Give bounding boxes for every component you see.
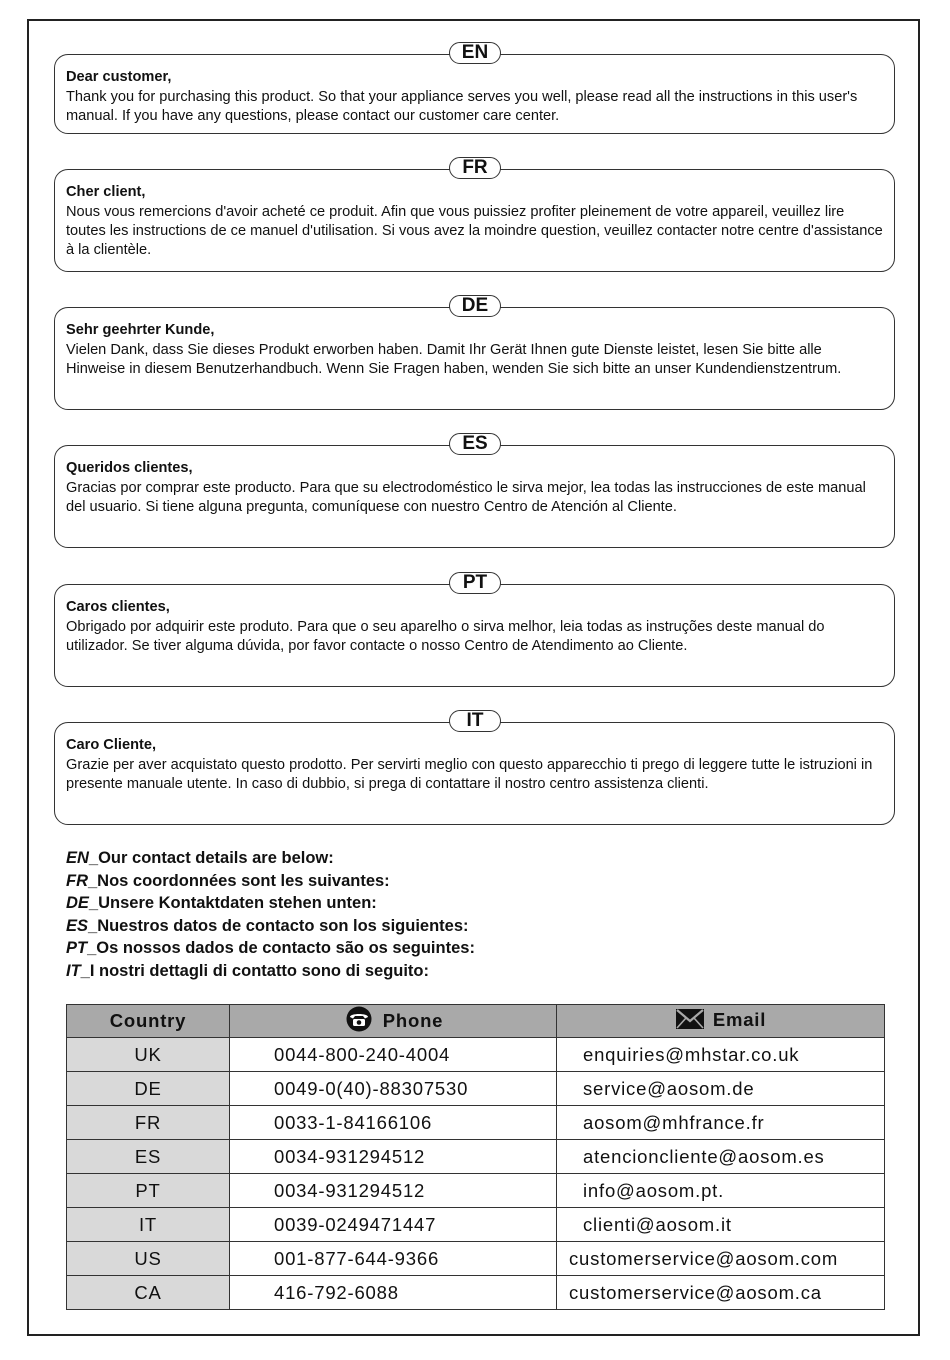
greeting-it: Caro Cliente, [66,737,157,753]
header-email: Email [557,1005,885,1038]
contact-line-en: EN_Our contact details are below: [66,849,334,867]
country-cell: US [67,1242,230,1276]
greeting-pt: Caros clientes, [66,599,170,615]
header-country: Country [67,1005,230,1038]
greeting-en: Dear customer, [66,69,172,85]
contact-table [66,1004,885,1310]
language-tag-it: IT [449,710,501,732]
country-cell: UK [67,1038,230,1072]
email-cell: info@aosom.pt. [557,1174,885,1208]
language-tag-en: EN [449,42,501,64]
country-cell: IT [67,1208,230,1242]
contact-intro [66,847,475,982]
section-en [54,42,895,134]
message-fr: Nous vous remercions d'avoir acheté ce produit. Afin que vous puissiez profiter pleinement de votre appareil, veuillez lire toutes les instructions de ce manuel d'utilisation. Si vous avez la moindre question, veuillez contacter notre centre d'assistance à la clientèle. [66,204,883,258]
phone-cell: 0049-0(40)-88307530 [230,1072,557,1106]
envelope-icon [675,1007,705,1036]
section-pt [54,572,895,687]
message-pt: Obrigado por adquirir este produto. Para que o seu aparelho o sirva melhor, leia todas as instruções deste manual do utilizador. Se tiver alguma dúvida, por favor contacte o nosso Centro de Atendimento ao Cliente. [66,619,825,654]
email-cell: aosom@mhfrance.fr [557,1106,885,1140]
phone-cell: 416-792-6088 [230,1276,557,1310]
table-row [67,1276,885,1310]
greeting-de: Sehr geehrter Kunde, [66,322,215,338]
message-en: Thank you for purchasing this product. So that your appliance serves you well, please read all the instructions in this user's manual. If you have any questions, please contact our customer care center. [66,89,858,124]
contact-line-pt: PT_Os nossos dados de contacto são os seguintes: [66,939,475,957]
email-cell: enquiries@mhstar.co.uk [557,1038,885,1072]
telephone-icon [343,1006,375,1037]
email-cell: clienti@aosom.it [557,1208,885,1242]
email-cell: customerservice@aosom.com [557,1242,885,1276]
language-tag-de: DE [449,295,501,317]
country-cell: FR [67,1106,230,1140]
table-row [67,1072,885,1106]
table-row [67,1038,885,1072]
contact-line-fr: FR_Nos coordonnées sont les suivantes: [66,871,390,890]
email-cell: atencioncliente@aosom.es [557,1140,885,1174]
language-tag-fr: FR [449,157,501,179]
message-de: Vielen Dank, dass Sie dieses Produkt erworben haben. Damit Ihr Gerät Ihnen gute Dienste leistet, lesen Sie bitte alle Hinweise in diesem Benutzerhandbuch. Wenn Sie Fragen haben, wenden Sie sich bitte an unser Kundendienstzentrum. [66,342,842,377]
table-row [67,1242,885,1276]
language-tag-pt: PT [449,572,501,594]
greeting-es: Queridos clientes, [66,460,193,476]
header-phone: Phone [230,1005,557,1038]
message-it: Grazie per aver acquistato questo prodotto. Per servirti meglio con questo apparecchio ti prego di leggere tutte le istruzioni in presente manuale utente. In caso di dubbio, si prega di contattare il nostro centro assistenza clienti. [66,757,873,792]
greeting-fr: Cher client, [66,184,146,200]
country-cell: CA [67,1276,230,1310]
table-header-row [67,1005,885,1038]
phone-cell: 0044-800-240-4004 [230,1038,557,1072]
language-tag-es: ES [449,433,501,455]
phone-cell: 0033-1-84166106 [230,1106,557,1140]
email-cell: service@aosom.de [557,1072,885,1106]
country-cell: DE [67,1072,230,1106]
phone-cell: 0034-931294512 [230,1140,557,1174]
country-cell: ES [67,1140,230,1174]
phone-cell: 0039-0249471447 [230,1208,557,1242]
section-de [54,295,895,410]
contact-line-es: ES_Nuestros datos de contacto son los siguientes: [66,916,469,935]
contact-line-de: DE_Unsere Kontaktdaten stehen unten: [66,894,377,912]
table-row [67,1106,885,1140]
email-cell: customerservice@aosom.ca [557,1276,885,1310]
section-es [54,433,895,548]
section-it [54,710,895,825]
table-row [67,1174,885,1208]
country-cell: PT [67,1174,230,1208]
section-fr [54,157,895,272]
contact-line-it: IT_I nostri dettagli di contatto sono di seguito: [66,961,430,980]
message-es: Gracias por comprar este producto. Para que su electrodoméstico le sirva mejor, lea todas las instrucciones de este manual del usuario. Si tiene alguna pregunta, comuníquese con nuestro Centro de Atención al Cliente. [66,480,866,515]
table-row [67,1140,885,1174]
table-row [67,1208,885,1242]
phone-cell: 0034-931294512 [230,1174,557,1208]
phone-cell: 001-877-644-9366 [230,1242,557,1276]
